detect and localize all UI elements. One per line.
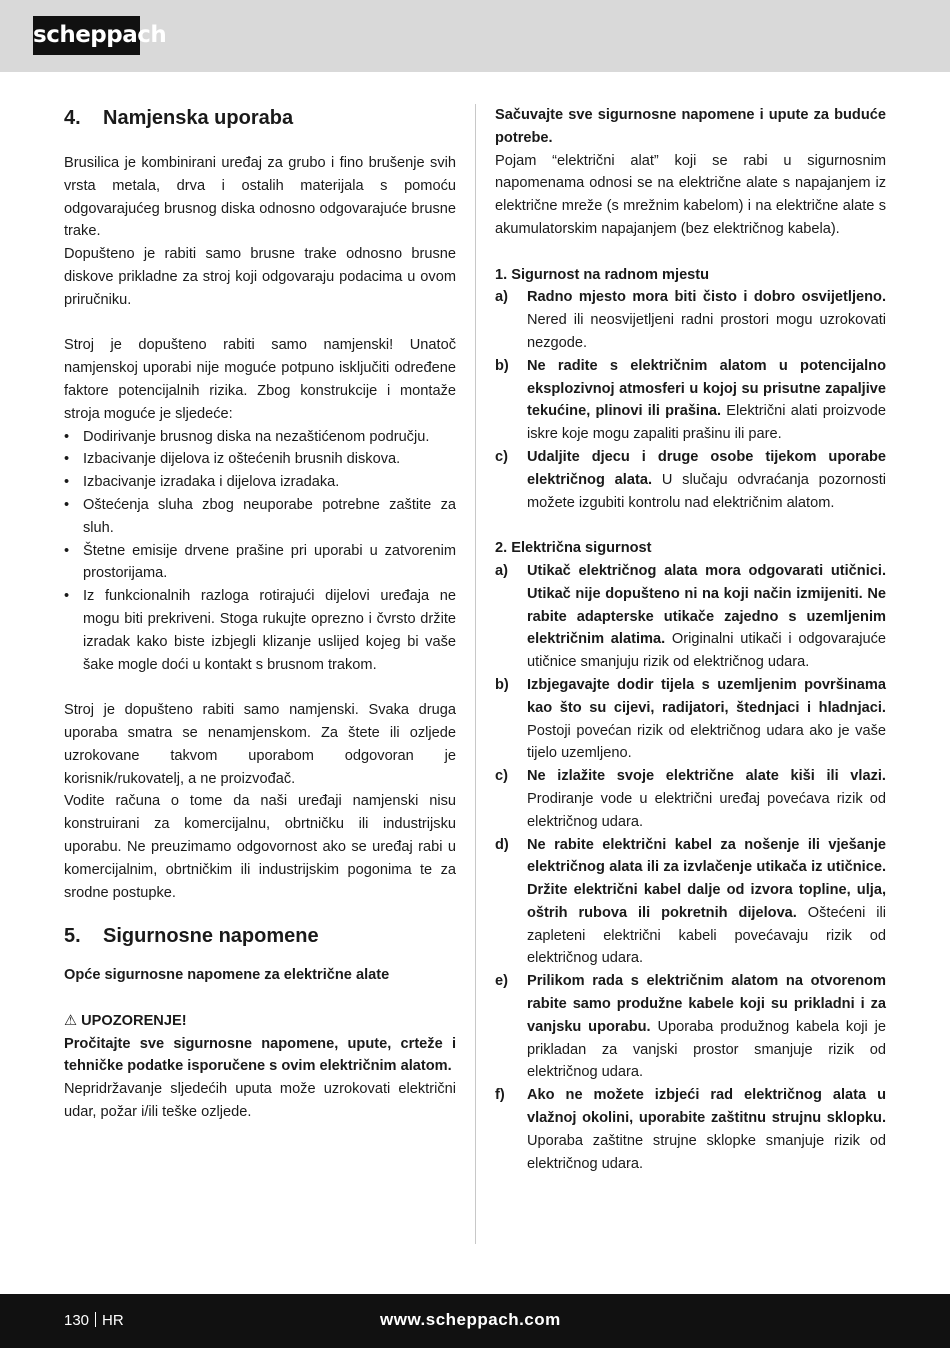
paragraph: Brusilica je kombinirani uređaj za grubo i fino brušenje svih vrsta metala, drva i ostalih materijala s pomoću odgovarajućeg brusnog diska odnosno odgovarajuće brusne trake.	[64, 155, 456, 240]
item-letter: b)	[495, 676, 509, 693]
paragraph: Stroj je dopušteno rabiti samo namjenski. Svaka druga uporaba smatra se nenamjenskom. Za štete ili ozljede uzrokovane takvom uporabom odgovoran je korisnik/rukovatelj, a ne proizvođač.	[64, 702, 456, 787]
list-item	[495, 765, 886, 833]
item-bold: Ne rabite električni kabel za nošenje ili vješanje električnog alata ili za izvlačenje utikača iz utičnice. Držite električni kabel dalje od izvora topline, ulja, oštrih rubova ili pokretnih dijelova.	[527, 836, 886, 921]
item-letter: a)	[495, 289, 508, 306]
item-letter: a)	[495, 562, 508, 579]
subsection-heading: 1. Sigurnost na radnom mjestu	[495, 266, 710, 283]
paragraph: Vodite računa o tome da naši uređaji namjenski nisu konstruirani za komercijalnu, obrtničku ili industrijsku uporabu. Ne preuzimamo odgovornost ako se uređaj rabi u komercijalnim, obrtničkim ili industrijskim pogonima te za srodne postupke.	[64, 793, 456, 901]
left-column	[64, 104, 456, 1124]
item-text: Uporaba produžnog kabela koji je prikladan za vanjski prostor smanjuje rizik od električnog udara.	[527, 1018, 886, 1081]
list-item	[495, 1084, 886, 1175]
item-letter: f)	[495, 1087, 505, 1104]
list-item: • Izbacivanje dijelova iz oštećenih brusnih diskova.	[64, 448, 456, 471]
list-item: • Izbacivanje izradaka i dijelova izradaka.	[64, 471, 456, 494]
item-text: U slučaju odvraćanja pozornosti možete izgubiti kontrolu nad električnim alatom.	[527, 471, 886, 511]
section-4-heading	[64, 104, 456, 134]
warning-label: ⚠ UPOZORENJE!	[64, 1012, 187, 1029]
list-item: • Oštećenja sluha zbog neuporabe potrebne zaštite za sluh.	[64, 494, 456, 540]
item-bold: Radno mjesto mora biti čisto i dobro osvijetljeno.	[527, 289, 886, 306]
item-text: Nered ili neosvijetljeni radni prostori mogu uzrokovati nezgode.	[527, 312, 886, 351]
subsection-heading: 2. Električna sigurnost	[495, 540, 652, 557]
paragraph: Dopušteno je rabiti samo brusne trake odnosno brusne diskove prikladne za stroj koji odgovaraju podacima u ovom priručniku.	[64, 246, 456, 308]
section-number: 4.	[64, 107, 81, 129]
column-divider	[475, 104, 476, 1244]
item-letter: d)	[495, 836, 509, 853]
list-item	[495, 446, 886, 514]
list-item	[495, 355, 886, 446]
section-title: Namjenska uporaba	[103, 107, 294, 129]
page-indicator	[64, 1310, 124, 1332]
list-item	[495, 674, 886, 765]
item-bold: Izbjegavajte dodir tijela s uzemljenim površinama kao što su cijevi, radijatori, štednjaci i hladnjaci.	[527, 676, 886, 716]
section-title: Sigurnosne napomene	[103, 925, 319, 948]
footer-bar	[0, 1294, 950, 1348]
subheading: Opće sigurnosne napomene za električne alate	[64, 967, 390, 984]
list-item	[495, 286, 886, 354]
list-item	[495, 560, 886, 674]
item-bold: Udaljite djecu i druge osobe tijekom uporabe električnog alata.	[527, 448, 886, 488]
item-text: Postoji povećan rizik od električnog udara ako je vaše tijelo uzemljeno.	[527, 722, 886, 762]
separator	[95, 1312, 96, 1327]
item-text: Električni alati proizvode iskre koje mogu zapaliti prašinu ili pare.	[527, 403, 886, 443]
paragraph: Stroj je dopušteno rabiti samo namjenski! Unatoč namjenskoj uporabi nije moguće potpuno isključiti određene faktore potencijalnih rizika. Zbog konstrukcije i montaže stroja moguće je sljedeće:	[64, 337, 456, 422]
item-bold: Prilikom rada s električnim alatom na otvorenom rabite samo produžne kabele koji su prikladni i za vanjsku uporabu.	[527, 973, 886, 1035]
list-item	[495, 970, 886, 1084]
item-letter: c)	[495, 768, 508, 785]
item-bold: Ne radite s električnim alatom u potencijalno eksplozivnoj atmosferi u kojoj su prisutne zapaljive tekućine, plinovi ili prašina.	[527, 357, 886, 420]
list-item: • Štetne emisije drvene prašine pri uporabi u zatvorenim prostorijama.	[64, 540, 456, 586]
page-number: 130	[64, 1312, 90, 1329]
item-letter: e)	[495, 973, 508, 990]
list-item: • Dodirivanje brusnog diska na nezaštićenom području.	[64, 426, 456, 449]
item-letter: b)	[495, 357, 509, 374]
item-bold: Ne izlažite svoje električne alate kiši ili vlazi.	[527, 768, 886, 785]
item-text: Oštećeni ili zapleteni električni kabeli povećavaju rizik od električnog udara.	[527, 904, 886, 967]
item-text: Originalni utikači i odgovarajuće utičnice smanjuju rizik od električnog udara.	[527, 631, 886, 671]
list-item: • Iz funkcionalnih razloga rotirajući dijelovi uređaja ne mogu biti prekriveni. Stoga rukujte oprezno i čvrsto držite izradak kako biste izbjegli klizanje uslijed kojeg bi vaše šake mogle doći u kontakt s brusnom trakom.	[64, 585, 456, 676]
item-text: Prodiranje vode u električni uređaj povećava rizik od električnog udara.	[527, 790, 886, 830]
section-5-heading	[64, 922, 456, 952]
section-number: 5.	[64, 925, 81, 948]
risk-list	[64, 426, 456, 677]
paragraph: Pojam “električni alat” koji se rabi u sigurnosnim napomenama odnosi se na električne alate s napajanjem iz električne mreže (s mrežnim kabelom) i na električne alate s akumulatorskim napajanjem (bez električnog kabela).	[495, 152, 886, 237]
warning-bold-text: Pročitajte sve sigurnosne napomene, upute, crteže i tehničke podatke isporučene s ovim električnim alatom.	[64, 1035, 456, 1075]
list-item	[495, 834, 886, 971]
warning-text: Nepridržavanje sljedećih uputa može uzrokovati električni udar, požar i/ili teške ozljede.	[64, 1081, 456, 1121]
right-column	[495, 104, 886, 1175]
header-bar	[0, 0, 950, 72]
paragraph-bold: Sačuvajte sve sigurnosne napomene i upute za buduće potrebe.	[495, 107, 886, 146]
item-text: Uporaba zaštitne strujne sklopke smanjuje rizik od električnog udara.	[527, 1132, 886, 1172]
item-bold: Ako ne možete izbjeći rad električnog alata u vlažnoj okolini, uporabite zaštitnu strujnu sklopku.	[527, 1087, 886, 1127]
item-bold: Utikač električnog alata mora odgovarati utičnici. Utikač nije dopušteno ni na koji način izmijeniti. Ne rabite adapterske utikače zajedno s uzemljenim električnim alatima.	[527, 562, 886, 648]
item-letter: c)	[495, 448, 508, 465]
scheppach-logo: scheppach	[33, 16, 140, 55]
website-url: www.scheppach.com	[380, 1310, 561, 1329]
language-code: HR	[102, 1312, 124, 1329]
